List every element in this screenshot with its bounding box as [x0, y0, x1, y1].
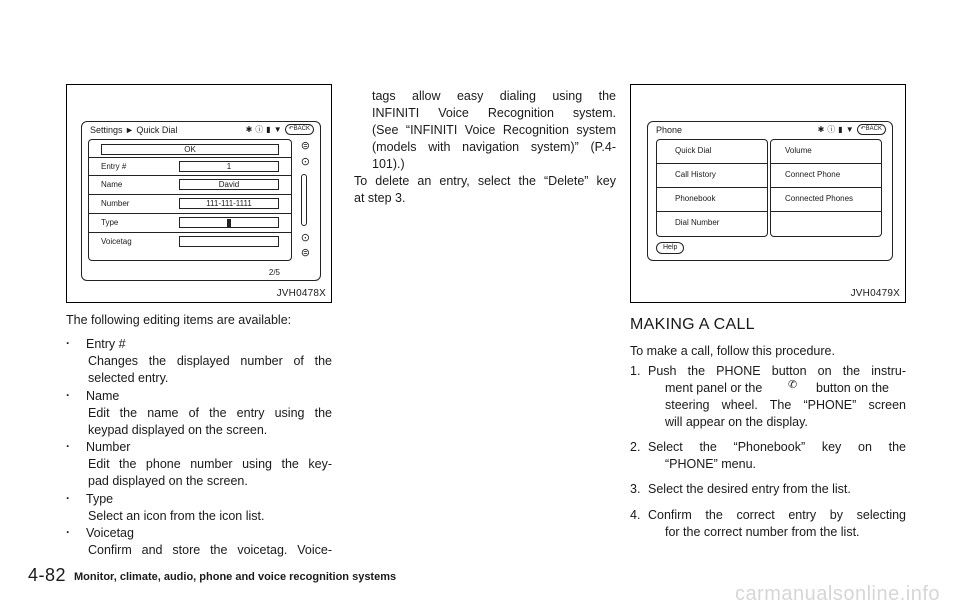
- menu-item-phonebook[interactable]: Phonebook: [657, 188, 767, 212]
- field-row: [89, 233, 291, 252]
- step-text: “PHONE” menu.: [665, 457, 756, 471]
- step-text: Confirm the correct entry by selecting: [648, 508, 906, 522]
- menu-item-dial-number[interactable]: Dial Number: [675, 218, 720, 227]
- info-icon: ⓘ: [827, 125, 836, 134]
- scroll-up-icon[interactable]: ⊙: [300, 156, 310, 168]
- section-footer: Monitor, climate, audio, phone and voice recognition systems: [74, 571, 397, 583]
- bullet: .: [66, 488, 70, 502]
- editing-intro: The following editing items are available:: [66, 313, 292, 327]
- field-value[interactable]: 111-111-1111: [179, 198, 279, 209]
- field-label: Entry #: [101, 162, 127, 171]
- info-icon: ⓘ: [255, 125, 264, 134]
- scroll-down-icon[interactable]: ⊙: [300, 232, 310, 244]
- item-desc: Edit the phone number using the key-: [88, 457, 332, 471]
- item-desc: pad displayed on the screen.: [88, 474, 248, 488]
- figure-code: JVH0479X: [850, 288, 900, 299]
- phone-call-icon: ✆: [788, 379, 798, 391]
- step-text: button on the: [816, 381, 889, 395]
- voicetag-cont: 101).): [372, 157, 405, 171]
- voicetag-cont: (models with navigation system)” (P.4-: [372, 140, 616, 154]
- item-term: Voicetag: [86, 526, 134, 540]
- screen-title: Settings ► Quick Dial: [90, 125, 178, 135]
- quick-dial-screen: [81, 121, 321, 281]
- status-bar: [246, 124, 314, 135]
- back-arrow-icon: ↶: [288, 126, 294, 132]
- item-term: Number: [86, 440, 131, 454]
- phone-screen: [647, 121, 893, 261]
- bullet: .: [66, 436, 70, 450]
- page-indicator: 2/5: [268, 268, 280, 277]
- menu-item-empty: [771, 212, 881, 236]
- field-row: [89, 214, 291, 233]
- step-text: for the correct number from the list.: [665, 525, 860, 539]
- item-desc: Select an icon from the icon list.: [88, 509, 265, 523]
- back-button[interactable]: ↶BACK: [857, 124, 886, 135]
- bluetooth-icon: ✱: [245, 125, 253, 134]
- menu-item-connected-phones[interactable]: Connected Phones: [771, 188, 881, 212]
- back-button[interactable]: ↶BACK: [285, 124, 314, 135]
- field-row: [89, 195, 291, 214]
- back-arrow-icon: ↶: [860, 126, 866, 132]
- delete-note: at step 3.: [354, 191, 406, 205]
- step-text: Push the PHONE button on the instru-: [648, 364, 906, 378]
- menu-right-column: [770, 139, 882, 237]
- field-row: [89, 157, 291, 176]
- bullet: .: [66, 385, 70, 399]
- step-text: will appear on the display.: [665, 415, 808, 429]
- field-value[interactable]: [179, 236, 279, 247]
- delete-note: To delete an entry, select the “Delete” key: [354, 174, 616, 188]
- item-desc: keypad displayed on the screen.: [88, 423, 268, 437]
- phone-battery-icon: ▮: [838, 125, 843, 134]
- menu-left-column: [656, 139, 768, 237]
- step-text: ment panel or the: [665, 381, 763, 395]
- screen-title: Phone: [656, 125, 683, 135]
- field-label: Type: [101, 218, 119, 227]
- item-desc: Confirm and store the voicetag. Voice-: [88, 543, 332, 557]
- menu-item-call-history[interactable]: Call History: [657, 164, 767, 188]
- item-desc: selected entry.: [88, 371, 169, 385]
- ok-button[interactable]: OK: [101, 144, 279, 155]
- field-value[interactable]: David: [179, 179, 279, 190]
- bluetooth-icon: ✱: [817, 125, 825, 134]
- item-desc: Edit the name of the entry using the: [88, 406, 332, 420]
- menu-item-volume[interactable]: Volume: [771, 140, 881, 164]
- field-label: Name: [101, 180, 123, 189]
- scrollbar[interactable]: [301, 174, 307, 226]
- step-number: 3.: [630, 482, 641, 496]
- voicetag-cont: INFINITI Voice Recognition system.: [372, 106, 616, 120]
- voicetag-cont: tags allow easy dialing using the: [372, 89, 616, 103]
- field-label: Voicetag: [101, 237, 132, 246]
- field-value[interactable]: 1: [179, 161, 279, 172]
- step-number: 4.: [630, 508, 641, 522]
- step-text: Select the desired entry from the list.: [648, 482, 851, 496]
- phone-battery-icon: ▮: [266, 125, 271, 134]
- voicetag-cont: (See “INFINITI Voice Recognition system: [372, 123, 616, 137]
- call-intro: To make a call, follow this procedure.: [630, 344, 835, 358]
- figure-code: JVH0478X: [276, 288, 326, 299]
- step-number: 1.: [630, 364, 641, 378]
- step-text: Select the “Phonebook” key on the: [648, 440, 906, 454]
- menu-item-connect-phone[interactable]: Connect Phone: [771, 164, 881, 188]
- item-term: Name: [86, 389, 120, 403]
- field-label: Number: [101, 199, 130, 208]
- signal-icon: ▼: [845, 125, 854, 134]
- item-term: Entry #: [86, 337, 126, 351]
- signal-icon: ▼: [273, 125, 282, 134]
- bullet: .: [66, 333, 70, 347]
- step-number: 2.: [630, 440, 641, 454]
- menu-item-quick-dial[interactable]: Quick Dial: [657, 140, 767, 164]
- field-row: [89, 176, 291, 195]
- watermark: carmanualsonline.info: [734, 583, 940, 605]
- item-desc: Changes the displayed number of the: [88, 354, 332, 368]
- step-text: steering wheel. The “PHONE” screen: [665, 398, 906, 412]
- bullet: .: [66, 522, 70, 536]
- scroll-bottom-icon[interactable]: ⊜: [300, 247, 310, 259]
- page-number: 4-82: [28, 565, 67, 585]
- item-term: Type: [86, 492, 114, 506]
- figure-phone-menu: [630, 84, 906, 303]
- scroll-top-icon[interactable]: ⊜: [300, 140, 310, 152]
- status-bar: [818, 124, 886, 135]
- field-value[interactable]: [179, 217, 279, 228]
- type-icon: [227, 219, 231, 227]
- help-button[interactable]: Help: [656, 242, 684, 254]
- list-frame: [88, 139, 292, 261]
- figure-quick-dial: [66, 84, 332, 303]
- section-heading: MAKING A CALL: [630, 316, 755, 333]
